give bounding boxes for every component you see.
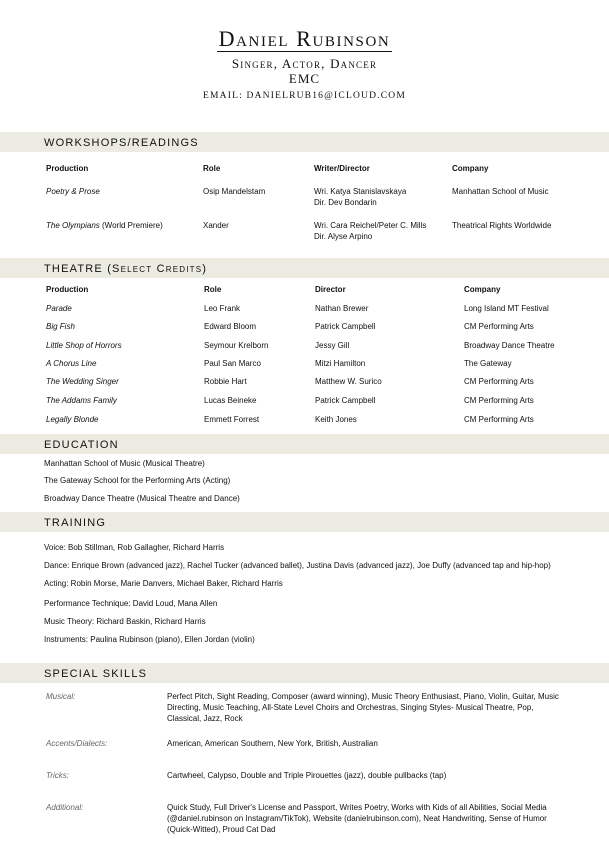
theatre-row-role: Robbie Hart (204, 377, 247, 386)
workshops-row-director: Dir. Dev Bondarin (314, 198, 377, 207)
theatre-row-role: Lucas Beineke (204, 396, 257, 405)
training-item: Dance: Enrique Brown (advanced jazz), Rachel Tucker (advanced ballet), Justina Davis (advanced jazz), Joe Duffy (advanced tap and hip-hop) (44, 561, 551, 570)
workshops-col-role: Role (203, 164, 221, 173)
workshops-row-production (46, 220, 163, 231)
union-status: EMC (288, 71, 321, 86)
theatre-row-company: CM Performing Arts (464, 396, 534, 405)
theatre-row-company: Broadway Dance Theatre (464, 341, 555, 350)
theatre-row-production: Parade (46, 304, 72, 313)
theatre-col-company: Company (464, 285, 501, 294)
workshops-row-role: Osip Mandelstam (203, 187, 266, 196)
production-title: The Olympians (46, 221, 100, 230)
production-note: (World Premiere) (99, 221, 163, 230)
theatre-row-production: The Addams Family (46, 396, 117, 405)
workshops-row-writer: Wri. Cara Reichel/Peter C. Mills (314, 221, 427, 230)
workshops-col-writer-director: Writer/Director (314, 164, 370, 173)
theatre-title-sub: (Select Credits) (107, 263, 208, 275)
theatre-row-company: Long Island MT Festival (464, 304, 549, 313)
theatre-row-company: CM Performing Arts (464, 377, 534, 386)
skills-label-musical: Musical: (46, 692, 76, 701)
performer-name: Daniel Rubinson (218, 26, 391, 51)
theatre-row-director: Nathan Brewer (315, 304, 369, 313)
education-item: The Gateway School for the Performing Arts (Acting) (44, 476, 231, 485)
contact-email[interactable]: EMAIL: DANIELRUB16@ICLOUD.COM (203, 91, 406, 101)
theatre-row-role: Emmett Forrest (204, 415, 260, 424)
theatre-row-director: Mitzi Hamilton (315, 359, 366, 368)
skills-label-additional: Additional: (46, 803, 84, 812)
theatre-row-role: Seymour Krelborn (204, 341, 269, 350)
theatre-row-production: Little Shop of Horrors (46, 341, 122, 350)
workshops-row-production (46, 186, 100, 197)
training-item: Performance Technique: David Loud, Mana Allen (44, 599, 218, 608)
theatre-row-production: Big Fish (46, 322, 75, 331)
training-item: Acting: Robin Morse, Marie Danvers, Michael Baker, Richard Harris (44, 579, 283, 588)
training-title: TRAINING (44, 517, 107, 529)
performer-subtitle: Singer, Actor, Dancer (231, 56, 378, 71)
skills-text-tricks: Cartwheel, Calypso, Double and Triple Pirouettes (jazz), double pullbacks (tap) (167, 771, 447, 780)
workshops-col-company: Company (452, 164, 489, 173)
training-item: Music Theory: Richard Baskin, Richard Harris (44, 617, 206, 626)
theatre-row-company: The Gateway (464, 359, 512, 368)
education-item: Manhattan School of Music (Musical Theatre) (44, 459, 205, 468)
workshops-section-header (0, 132, 609, 152)
skills-text-musical: Perfect Pitch, Sight Reading, Composer (award winning), Music Theory Enthusiast, Piano, Violin, Guitar, Music Directing, Music Teaching, All-State Level Choirs and Orchestras, Singing Styles- Musical Theatre, Pop, Classical, Jazz, Rock (167, 692, 559, 723)
education-section-header (0, 434, 609, 454)
skills-title: SPECIAL SKILLS (44, 668, 148, 680)
production-title: Poetry & Prose (46, 187, 100, 196)
training-item: Voice: Bob Stillman, Rob Gallagher, Richard Harris (44, 543, 225, 552)
skills-label-accents: Accents/Dialects: (46, 739, 108, 748)
theatre-title (44, 263, 207, 275)
theatre-row-company: CM Performing Arts (464, 415, 534, 424)
theatre-section-header (0, 258, 609, 278)
theatre-col-director: Director (315, 285, 346, 294)
skills-section-header (0, 663, 609, 683)
theatre-row-production: Legally Blonde (46, 415, 99, 424)
theatre-row-role: Leo Frank (204, 304, 241, 313)
workshops-row-role: Xander (203, 221, 229, 230)
theatre-row-director: Patrick Campbell (315, 396, 376, 405)
skills-label-tricks: Tricks: (46, 771, 69, 780)
theatre-title-main: THEATRE (44, 263, 103, 275)
theatre-col-role: Role (204, 285, 222, 294)
training-item: Instruments: Paulina Rubinson (piano), Ellen Jordan (violin) (44, 635, 255, 644)
theatre-row-director: Keith Jones (315, 415, 357, 424)
skills-text-accents: American, American Southern, New York, British, Australian (167, 739, 378, 748)
theatre-row-director: Jessy Gill (315, 341, 350, 350)
workshops-col-production: Production (46, 164, 89, 173)
theatre-row-director: Patrick Campbell (315, 322, 376, 331)
education-item: Broadway Dance Theatre (Musical Theatre and Dance) (44, 494, 240, 503)
workshops-row-director: Dir. Alyse Arpino (314, 232, 373, 241)
theatre-row-role: Paul San Marco (204, 359, 261, 368)
theatre-row-company: CM Performing Arts (464, 322, 534, 331)
theatre-row-director: Matthew W. Surico (315, 377, 382, 386)
workshops-row-company: Manhattan School of Music (452, 187, 549, 196)
workshops-row-company: Theatrical Rights Worldwide (452, 221, 552, 230)
theatre-row-role: Edward Bloom (204, 322, 257, 331)
workshops-row-writer: Wri. Katya Stanislavskaya (314, 187, 407, 196)
training-section-header (0, 512, 609, 532)
resume-header (0, 28, 609, 102)
theatre-row-production: The Wedding Singer (46, 377, 119, 386)
workshops-title: WORKSHOPS/READINGS (44, 137, 199, 149)
theatre-row-production: A Chorus Line (46, 359, 97, 368)
skills-text-additional: Quick Study, Full Driver's License and Passport, Writes Poetry, Works with Kids of all Abilities, Social Media (@daniel.rubinson on Instagram/TikTok), Website (danielrubinson.com), Neat Handwriting, Sense of Humor (Quick-Witted), Proud Cat Dad (167, 803, 547, 834)
education-title: EDUCATION (44, 439, 119, 451)
theatre-col-production: Production (46, 285, 89, 294)
